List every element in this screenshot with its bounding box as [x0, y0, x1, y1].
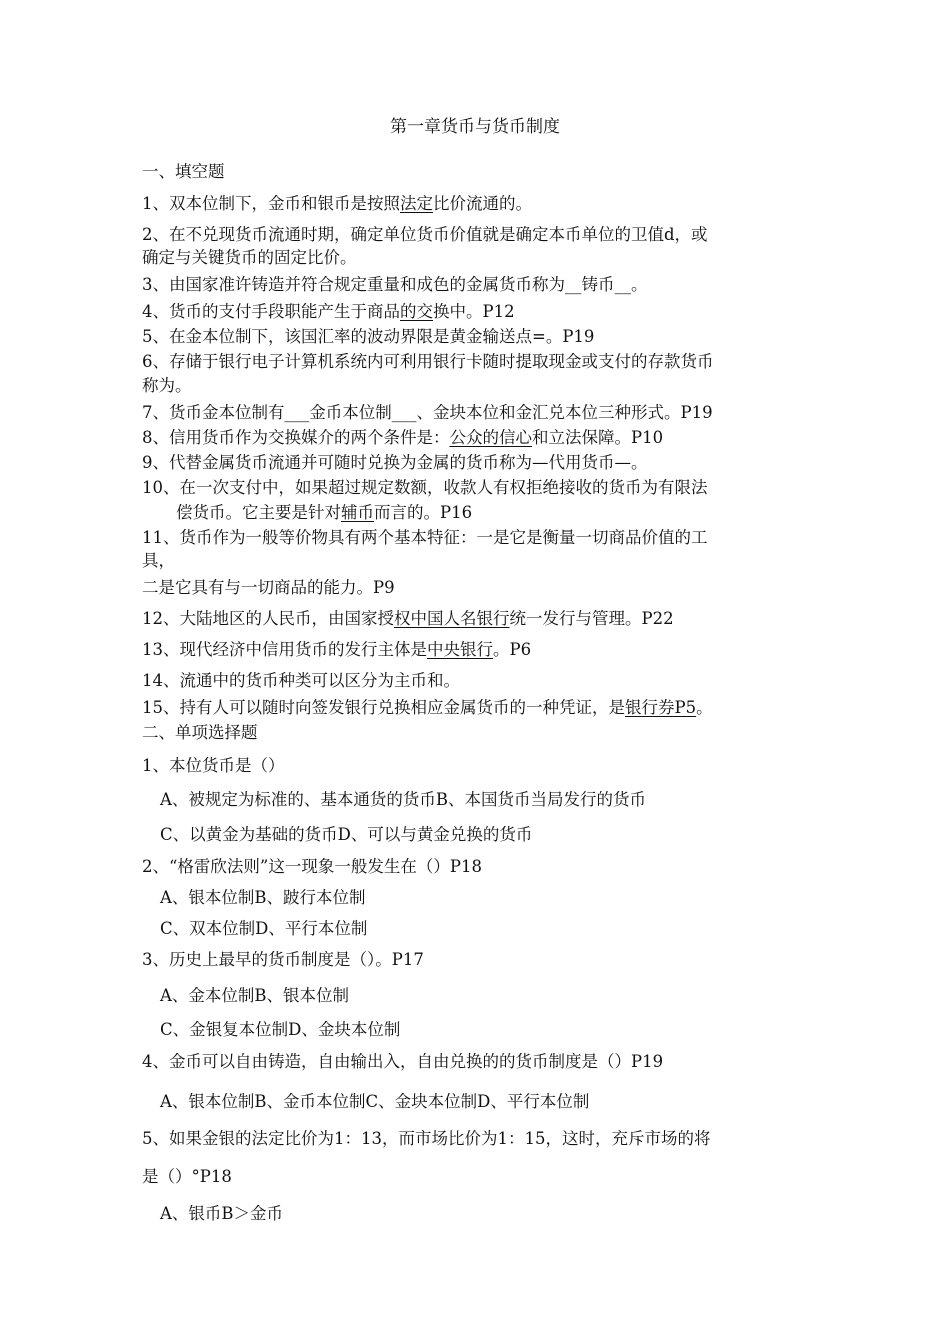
underlined-answer: 权中国人名银行 [394, 609, 510, 628]
mc-question-4: 4、金币可以自由铸造，自由输出入，自由兑换的的货币制度是（）P19 [142, 1052, 664, 1071]
mc-question-4-options: A、银本位制B、金币本位制C、金块本位制D、平行本位制 [160, 1092, 590, 1111]
text: 而言的。P16 [374, 503, 473, 522]
mc-question-3-options-ab: A、金本位制B、银本位制 [160, 986, 350, 1005]
text: 12、大陆地区的人民币，由国家授 [142, 609, 394, 628]
text: 偿货币。它主要是针对 [176, 503, 341, 522]
section-heading-single-choice: 二、单项选择题 [142, 723, 258, 742]
text: 4、货币的支付手段职能产生于商品 [142, 302, 400, 321]
mc-question-2-options-cd: C、双本位制D、平行本位制 [160, 919, 368, 938]
mc-question-1: 1、本位货币是（） [142, 756, 285, 775]
fill-question-2-line-2: 确定与关键货币的固定比价。 [142, 248, 357, 267]
fill-question-4 [142, 301, 515, 323]
fill-question-12 [142, 608, 674, 630]
underlined-answer: 的交 [400, 302, 433, 321]
fill-question-11-line-2: 具， [142, 551, 175, 570]
mc-question-5-line-1: 5、如果金银的法定比价为1：13，而市场比价为1：15，这时，充斥市场的将 [142, 1129, 711, 1148]
text: 换中。P12 [433, 302, 515, 321]
mc-question-1-options-ab: A、被规定为标准的、基本通货的货币B、本国货币当局发行的货币 [160, 790, 647, 809]
text: 13、现代经济中信用货币的发行主体是 [142, 640, 427, 659]
mc-question-3-options-cd: C、金银复本位制D、金块本位制 [160, 1020, 401, 1039]
fill-question-1 [142, 193, 532, 215]
text: 。P6 [493, 640, 532, 659]
text: 和立法保障。P10 [532, 428, 664, 447]
underlined-answer: 辅币 [341, 503, 374, 522]
fill-question-8 [142, 427, 663, 449]
fill-question-3: 3、由国家准许铸造并符合规定重量和成色的金属货币称为__铸币__。 [142, 275, 648, 294]
text: 。 [696, 698, 713, 717]
section-heading-fill-in: 一、填空题 [142, 162, 225, 181]
underlined-answer: 银行券P5 [625, 698, 697, 717]
underlined-answer: 公众的信心 [449, 428, 532, 447]
fill-question-14: 14、流通中的货币种类可以区分为主币和。 [142, 671, 460, 690]
fill-question-9: 9、代替金属货币流通并可随时兑换为金属的货币称为—代用货币—。 [142, 453, 648, 472]
fill-question-6-line-1: 6、存储于银行电子计算机系统内可利用银行卡随时提取现金或支付的存款货币 [142, 352, 714, 371]
text: 比价流通的。 [433, 194, 532, 213]
text: 15、持有人可以随时向签发银行兑换相应金属货币的一种凭证，是 [142, 698, 625, 717]
text: 8、信用货币作为交换媒介的两个条件是： [142, 428, 450, 447]
underlined-answer: 法定 [400, 194, 433, 213]
fill-question-7: 7、货币金本位制有___金币本位制___、金块本位和金汇兑本位三种形式。P19 [142, 403, 713, 422]
mc-question-2: 2、“格雷欣法则”这一现象一般发生在（）P18 [142, 857, 482, 876]
mc-question-5-options: A、银币B＞金币 [160, 1204, 284, 1223]
fill-question-5: 5、在金本位制下，该国汇率的波动界限是黄金输送点=。P19 [142, 327, 595, 346]
page-title: 第一章货币与货币制度 [390, 117, 560, 137]
fill-question-10-line-1: 10、在一次支付中，如果超过规定数额，收款人有权拒绝接收的货币为有限法 [142, 478, 708, 497]
fill-question-11-line-1: 11、货币作为一般等价物具有两个基本特征：一是它是衡量一切商品价值的工 [142, 528, 708, 547]
fill-question-6-line-2: 称为。 [142, 376, 192, 395]
underlined-answer: 中央银行 [427, 640, 493, 659]
mc-question-5-line-2: 是（）°P18 [142, 1167, 232, 1186]
fill-question-2-line-1: 2、在不兑现货币流通时期，确定单位货币价值就是确定本币单位的卫值d，或 [142, 225, 708, 244]
fill-question-13 [142, 639, 531, 661]
mc-question-1-options-cd: C、以黄金为基础的货币D、可以与黄金兑换的货币 [160, 825, 533, 844]
text: 统一发行与管理。P22 [509, 609, 674, 628]
mc-question-2-options-ab: A、银本位制B、跛行本位制 [160, 888, 366, 907]
fill-question-15 [142, 697, 713, 719]
text: 1、双本位制下，金币和银币是按照 [142, 194, 400, 213]
fill-question-11-line-3: 二是它具有与一切商品的能力。P9 [142, 578, 395, 597]
fill-question-10-line-2 [176, 502, 472, 524]
mc-question-3: 3、历史上最早的货币制度是（）。P17 [142, 950, 424, 969]
